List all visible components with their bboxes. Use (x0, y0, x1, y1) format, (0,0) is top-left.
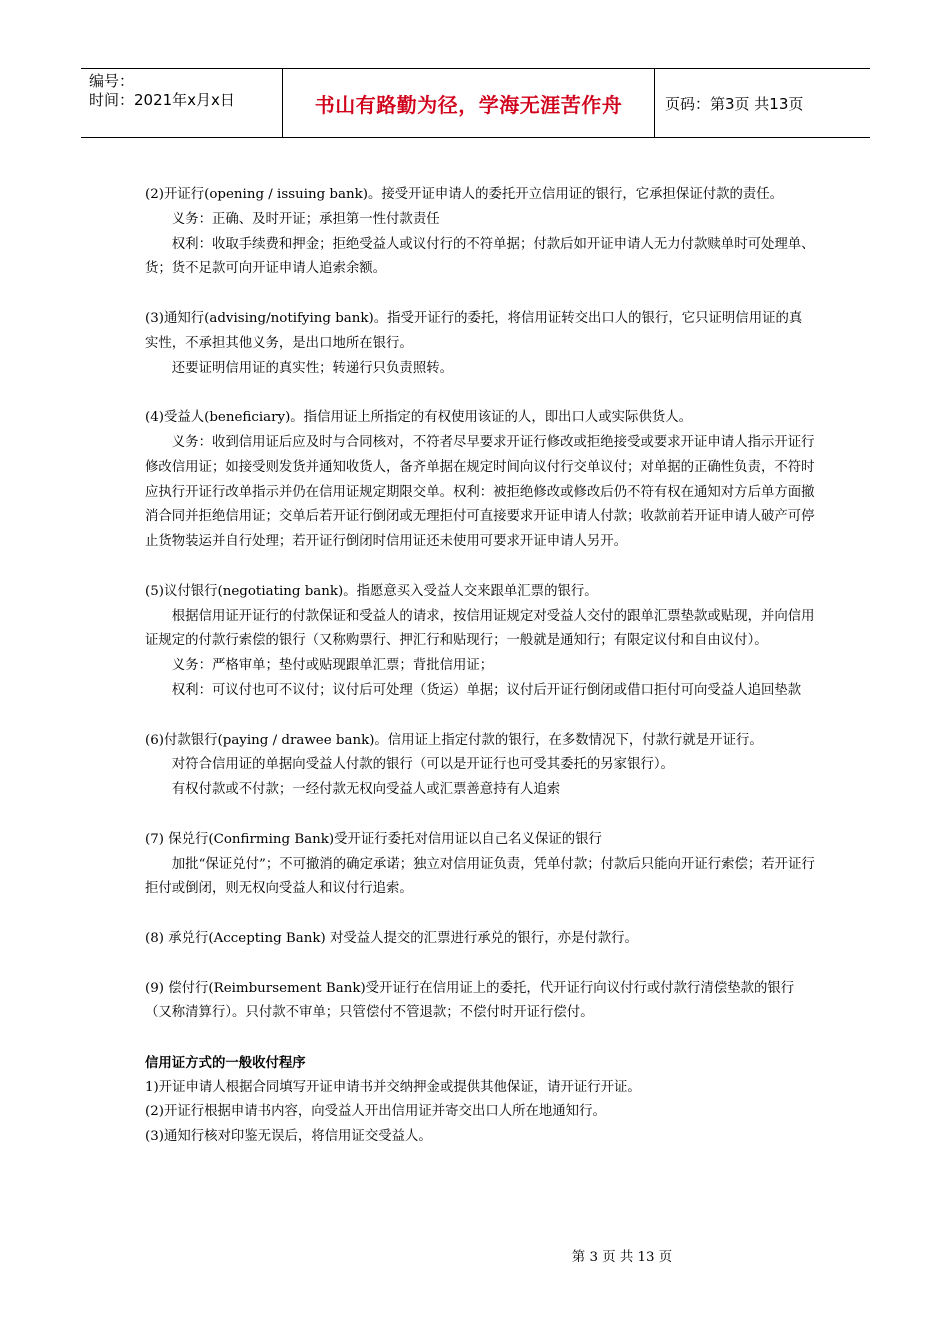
step-2: (2)开证行根据申请书内容，向受益人开出信用证并寄交出口人所在地通知行。 (145, 1104, 606, 1120)
paragraph-rights: 权利：可议付也可不议付；议付后可处理（货运）单据；议付后开证行倒闭或借口拒付可向受益人追回垫款 (171, 682, 802, 698)
paragraph-beneficiary-duties: 义务：收到信用证后应及时与合同核对，不符者尽早要求开证行修改或拒绝接受或要求开证申请人指示开证行修改信用证；如接受则发货并通知收货人，备齐单据在规定时间向议付行交单议付；对单据的正确性负责，不符时应执行开证行改单指示并仍在信用证规定期限交单。权利：被拒绝修改或修改后仍不符有权在通知对方后单方面撤消合同并拒绝信用证；交单后若开证行倒闭或无理拒付可直接要求开证申请人付款；收款前若开证申请人破产可停止货物装运并自行处理；若开证行倒闭时信用证还未使用可要求开证申请人另开。 (145, 434, 815, 550)
paragraph-negotiating-bank: (5)议付银行(negotiating bank)。指愿意买入受益人交来跟单汇票的银行。 (145, 583, 598, 599)
spacer (145, 555, 815, 580)
page-footer: 第 3 页 共 13 页 (571, 1250, 673, 1265)
spacer (145, 952, 815, 977)
paragraph-paying-rights: 有权付款或不付款；一经付款无权向受益人或汇票善意持有人追索 (171, 782, 561, 798)
paragraph-note: 还要证明信用证的真实性；转递行只负责照转。 (171, 360, 453, 376)
paragraph-rights: 权利：收取手续费和押金；拒绝受益人或议付行的不符单据；付款后如开证申请人无力付款赎单时可处理单、货；货不足款可向开证申请人追索余额。 (145, 236, 815, 277)
header-meta (89, 72, 235, 110)
step-1: 1)开证申请人根据合同填写开证申请书并交纳押金或提供其他保证，请开证行开证。 (145, 1079, 641, 1095)
spacer (145, 381, 815, 406)
paragraph-paying-bank: (6)付款银行(paying / drawee bank)。信用证上指定付款的银行，在多数情况下，付款行就是开证行。 (145, 732, 763, 748)
spacer (145, 803, 815, 828)
header-divider (654, 69, 655, 137)
number-label: 编号： (89, 72, 135, 90)
header-page-label: 页码：第3页 共13页 (665, 95, 804, 113)
paragraph-paying-detail: 对符合信用证的单据向受益人付款的银行（可以是开证行也可受其委托的另家银行）。 (171, 757, 674, 773)
section-heading: 信用证方式的一般收付程序 (145, 1054, 306, 1071)
paragraph-reimbursement-bank: (9) 偿付行(Reimbursement Bank)受开证行在信用证上的委托，代开证行向议付行或付款行清偿垫款的银行（又称清算行）。只付款不审单；只管偿付不管退款；不偿付时开证行偿付。 (145, 980, 795, 1021)
spacer (145, 1026, 815, 1051)
paragraph-issuing-bank: (2)开证行(opening / issuing bank)。接受开证申请人的委托开立信用证的银行，它承担保证付款的责任。 (145, 187, 784, 202)
paragraph-confirming-bank: (7) 保兑行(Confirming Bank)受开证行委托对信用证以自己名义保证的银行 (145, 831, 602, 847)
date-label: 时间：2021年x月x日 (89, 91, 235, 109)
paragraph-obligations: 义务：严格审单；垫付或贴现跟单汇票；背批信用证； (171, 658, 494, 674)
paragraph-obligations: 义务：正确、及时开证；承担第一性付款责任 (171, 211, 440, 227)
header-motto: 书山有路勤为径，学海无涯苦作舟 (314, 92, 623, 117)
spacer (145, 704, 815, 729)
spacer (145, 282, 815, 307)
step-3: (3)通知行核对印鉴无误后，将信用证交受益人。 (145, 1129, 432, 1145)
paragraph-negotiating-detail: 根据信用证开证行的付款保证和受益人的请求，按信用证规定对受益人交付的跟单汇票垫款或贴现，并向信用证规定的付款行索偿的银行（又称购票行、押汇行和贴现行；一般就是通知行；有限定议付和自由议付）。 (145, 608, 815, 649)
paragraph-advising-bank: (3)通知行(advising/notifying bank)。指受开证行的委托，将信用证转交出口人的银行，它只证明信用证的真实性，不承担其他义务，是出口地所在银行。 (145, 310, 803, 351)
paragraph-confirming-detail: 加批“保证兑付”；不可撤消的确定承诺；独立对信用证负责，凭单付款；付款后只能向开证行索偿；若开证行拒付或倒闭，则无权向受益人和议付行追索。 (145, 856, 815, 897)
spacer (145, 902, 815, 927)
paragraph-beneficiary: (4)受益人(beneficiary)。指信用证上所指定的有权使用该证的人，即出口人或实际供货人。 (145, 410, 693, 426)
paragraph-accepting-bank: (8) 承兑行(Accepting Bank) 对受益人提交的汇票进行承兑的银行，亦是付款行。 (145, 930, 638, 946)
document-body (145, 183, 815, 1150)
page-header (81, 68, 870, 138)
